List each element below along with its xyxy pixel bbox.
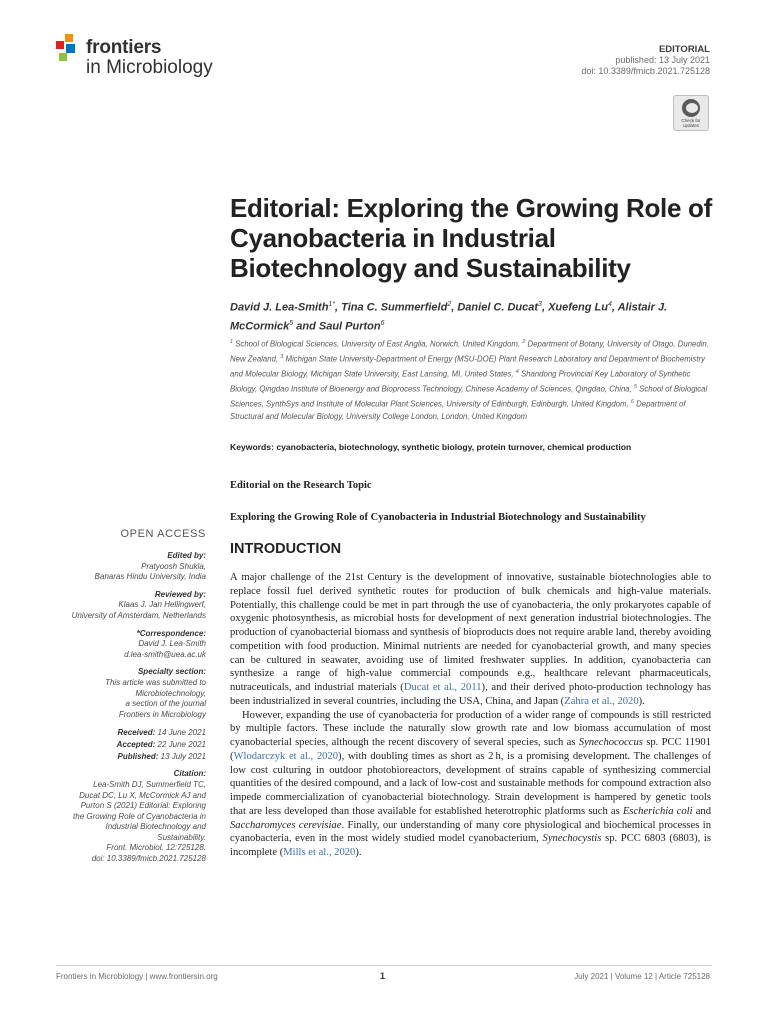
affiliation-number: 4 xyxy=(515,369,519,375)
species-name: Synechocystis xyxy=(542,833,602,845)
author-affiliation-marker: 5 xyxy=(289,319,294,327)
citation-label: Citation: xyxy=(173,769,206,779)
species-name: Saccharomyces cerevisiae xyxy=(230,819,342,831)
author-affiliation-marker: 1* xyxy=(328,301,336,308)
author-name[interactable]: Tina C. Summerfield xyxy=(341,301,448,314)
affiliation-number: 6 xyxy=(630,399,634,405)
body-paragraph xyxy=(230,571,711,709)
article-title: Editorial: Exploring the Growing Role of Cyanobacteria in Industrial Biotechnology and Sustainability xyxy=(230,193,713,283)
citation-line: Lea-Smith DJ, Summerfield TC, xyxy=(93,779,206,789)
affiliation-text: Department of Botany, University of Otago, Dunedin, New Zealand, xyxy=(230,339,709,364)
reviewed-by-label: Reviewed by: xyxy=(154,589,206,599)
correspondence-label: *Correspondence: xyxy=(136,628,206,638)
research-topic-title[interactable]: Exploring the Growing Role of Cyanobacteria in Industrial Biotechnology and Sustainability xyxy=(230,512,646,523)
body-text: sp. PCC 6803 (6803), is incomplete ( xyxy=(230,833,712,858)
author-affiliation-marker: 2 xyxy=(447,301,452,308)
article-type: EDITORIAL xyxy=(658,44,710,55)
check-updates-icon xyxy=(682,99,700,117)
body-text: A major challenge of the 21st Century is the development of innovative, sustainable biotechnologies able to replace fossil fuel derived synthetic routes for production of bulk chemicals and high-value materials. Potentially, this challenge could be met in part through the use of cyanobacteria, the only prokaryotes capable of oxygenic photosynthesis, as microbial hosts for development of next generation industrial biotechnologies. The production of cyanobacterial biomass and synthesis of bioproducts does not require arable land, thereby avoiding competition with food production. Minimal nutrients are needed for cyanobacterial growth, and many species can be cultured in seawater, avoiding use of limited freshwater supplies. In addition, cyanobacteria can synthesize a range of high-value commercial compounds e.g., healthcare relevant pharmaceuticals, nutraceuticals, and industrial materials ( xyxy=(230,572,711,693)
author-name[interactable]: Xuefeng Lu xyxy=(548,301,608,314)
species-name: Escherichia coli xyxy=(622,805,693,817)
citation-link[interactable]: Mills et al., 2020 xyxy=(283,847,356,858)
specialty-line: a section of the journal xyxy=(125,699,206,709)
body-text: ). xyxy=(638,695,645,707)
affiliation-text: Shandong Provincial Key Laboratory of Synthetic Biology, Qingdao Institute of Bioenergy and Bioprocess Technology, Chinese Academy of Sciences, Qingdao, China, xyxy=(230,369,691,394)
citation-line: Front. Microbiol. 12:725128. xyxy=(106,843,206,853)
author-list: David J. Lea-Smith$^{1*}$, Tina C. Summerfield$^2$, Daniel C. Ducat$^3$, Xuefeng Lu$^4$, Alistair J. McCormick$^5$ and Saul Purton$^6$ xyxy=(230,301,668,333)
citation-link[interactable]: Zahra et al., 2020 xyxy=(564,695,639,707)
affiliation-number: 5 xyxy=(633,384,638,390)
article-doi[interactable]: doi: 10.3389/fmicb.2021.725128 xyxy=(581,66,710,76)
affiliation-text: School of Biological Sciences, SynthSys and Institute of Molecular Plant Sciences, University of Edinburgh, Edinburgh, United Kingdom, xyxy=(230,384,708,409)
affiliation-number: 1 xyxy=(230,339,234,345)
published-date-sidebar: Published: 13 July 2021 xyxy=(117,752,206,762)
affiliation-text: Department of Structural and Molecular Biology, University College London, London, United Kingdom xyxy=(230,399,686,421)
citation-link[interactable]: Wlodarczyk et al., 2020 xyxy=(233,750,339,762)
author-affiliation-marker: 4 xyxy=(607,301,612,308)
body-text: ). xyxy=(355,847,362,858)
dates-block xyxy=(56,727,206,763)
body-text: However, expanding the use of cyanobacteria for production of a wider range of compounds is still restricted by multiple factors. These include the naturally slow growth rate and low biomass accumulation of most cyanobacterial species, although the recent discovery of several species, such as xyxy=(230,709,711,748)
editor-name: Pratyoosh Shukla, xyxy=(141,561,206,571)
body-text: and xyxy=(692,805,712,817)
citation-line: Ducat DC, Lu X, McCormick AJ and xyxy=(79,790,206,800)
specialty-line: Microbiotechnology, xyxy=(135,688,206,698)
research-topic-label: Editorial on the Research Topic xyxy=(230,480,372,491)
affiliation-number: 2 xyxy=(522,339,526,345)
author-name[interactable]: Daniel C. Ducat xyxy=(457,301,539,314)
body-paragraph xyxy=(230,709,711,860)
journal-name: frontiers xyxy=(86,37,162,58)
footer-issue-info: July 2021 | Volume 12 | Article 725128 xyxy=(574,972,710,981)
article-sidebar xyxy=(56,528,206,872)
body-text: ), with doubling times as short as 2 h, is a promising development. The challenges of low cost culturing in outdoor photobioreactors, development of strains capable of synthesizing commercial quantities of the desired compound, and a lack of low-cost and sustainable methods for compound extraction also impede commercialization of cyanobacterial biotechnology. Strain development is hampered by genetic tools that are less developed than those available for established heterotrophic platforms such as xyxy=(230,750,712,817)
body-text: . Finally, our understanding of many core physiological and biochemical processes in cyanobacteria, even in the most widely studied model cyanobacterium, xyxy=(230,819,711,845)
author-affiliation-marker: 3 xyxy=(538,301,542,308)
received-date: Received: 14 June 2021 xyxy=(117,728,206,738)
journal-subname: in Microbiology xyxy=(86,57,213,78)
citation-line: Industrial Biotechnology and xyxy=(105,822,206,832)
frontiers-logo-icon xyxy=(56,34,82,64)
check-for-updates-badge[interactable] xyxy=(673,95,709,131)
published-date: published: 13 July 2021 xyxy=(615,55,710,65)
accepted-date: Accepted: 22 June 2021 xyxy=(116,740,206,750)
keywords: Keywords: cyanobacteria, biotechnology, synthetic biology, protein turnover, chemical production xyxy=(230,442,632,452)
affiliation-number: 3 xyxy=(280,354,284,360)
reviewed-by-block xyxy=(56,590,206,622)
article-meta xyxy=(581,44,710,77)
footer-journal-link[interactable]: Frontiers in Microbiology | www.frontiersin.org xyxy=(56,972,218,981)
article-body xyxy=(230,571,711,860)
reviewer-affiliation: University of Amsterdam, Netherlands xyxy=(71,610,206,620)
specialty-section-block xyxy=(56,667,206,720)
specialty-line: Frontiers in Microbiology xyxy=(118,709,206,719)
body-text: sp. PCC 11901 ( xyxy=(230,737,711,762)
reviewer-name: Klaas J. Jan Hellingwerf, xyxy=(118,600,206,610)
citation-link[interactable]: Ducat et al., 2011 xyxy=(403,682,482,693)
correspondence-block xyxy=(56,629,206,661)
author-name[interactable]: David J. Lea-Smith xyxy=(230,301,329,314)
specialty-line: This article was submitted to xyxy=(105,677,206,687)
citation-line: the Growing Role of Cyanobacteria in xyxy=(73,811,206,821)
citation-line: Sustainability. xyxy=(157,832,206,842)
affiliation-text: Michigan State University-Department of Energy (MSU-DOE) Plant Research Laboratory and Department of Biochemistry and Molecular Biology, Michigan State University, East Lansing, MI, United States, xyxy=(230,354,705,379)
open-access-label: OPEN ACCESS xyxy=(120,528,206,540)
page-number: 1 xyxy=(380,971,386,981)
author-name[interactable]: Saul Purton xyxy=(318,320,381,333)
author-affiliation-marker: 6 xyxy=(380,319,385,327)
badge-line1: Check for xyxy=(681,118,701,123)
body-text: ), and their derived photo-production technology has been industrialized in several countries, including the USA, China, and Japan ( xyxy=(230,682,711,707)
editor-affiliation: Banaras Hindu University, India xyxy=(94,572,206,582)
badge-line2: updates xyxy=(682,123,699,128)
citation-doi[interactable]: doi: 10.3389/fmicb.2021.725128 xyxy=(91,854,206,864)
specialty-section-label: Specialty section: xyxy=(137,667,206,677)
correspondence-email[interactable]: d.lea-smith@uea.ac.uk xyxy=(124,649,206,659)
edited-by-label: Edited by: xyxy=(167,551,206,560)
section-heading: INTRODUCTION xyxy=(230,541,342,557)
footer-divider xyxy=(56,965,712,966)
edited-by-block xyxy=(56,551,206,583)
citation-block xyxy=(56,769,206,864)
author-name[interactable]: Alistair J. McCormick xyxy=(230,301,668,333)
species-name: Synechococcus xyxy=(578,737,643,748)
affiliation-text: School of Biological Sciences, University of East Anglia, Norwich, United Kingdom, xyxy=(233,339,523,349)
journal-logo xyxy=(56,34,226,84)
citation-line: Purton S (2021) Editorial: Exploring xyxy=(80,801,206,811)
affiliations xyxy=(230,336,712,423)
correspondence-name: David J. Lea-Smith xyxy=(138,639,206,649)
